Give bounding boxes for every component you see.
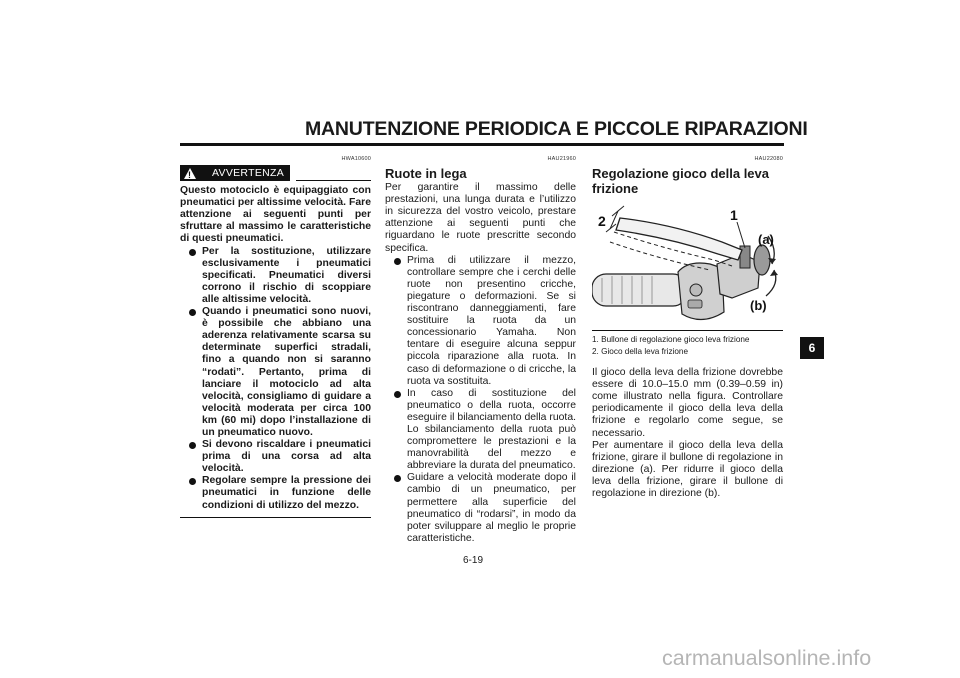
watermark: carmanualsonline.info (662, 646, 872, 670)
warning-bottom-rule (180, 517, 371, 518)
warning-code: HWA10600 (341, 156, 371, 162)
page-number: 6-19 (463, 555, 484, 566)
wheels-column (385, 153, 576, 545)
warning-list (180, 246, 371, 512)
figure-label-b: (b) (750, 298, 767, 314)
wheels-item: In caso di sostituzione del pneumatico o della ruota, occorre eseguire il bilanciamento della ruota. Lo sbilanciamento della ruota può compromettere le prestazioni e la manovrabilità del mezzo e abbreviare la durata del pneumatico. (393, 388, 576, 473)
bullet-icon (394, 475, 401, 482)
bullet-icon (189, 249, 196, 256)
warning-item: Per la sostituzione, utilizzare esclusivamente i pneumatici specificati. Pneumatici diversi corrono il rischio di scoppiare alle altissime velocità. (188, 246, 371, 306)
warning-item: Si devono riscaldare i pneumatici prima di una corsa ad alta velocità. (188, 439, 371, 475)
warning-header (180, 165, 371, 181)
wheels-code: HAU21960 (547, 156, 576, 162)
chapter-tab: 6 (800, 337, 824, 359)
wheels-heading: Ruote in lega (385, 166, 467, 182)
warning-top-rule (296, 180, 371, 181)
clutch-paragraph-1: Il gioco della leva della frizione dovrebbe essere di 10.0–15.0 mm (0.39–0.59 in) come illustrato nella figura. Controllare periodicamente il gioco della leva della frizione e regolarlo come segue, se necessario. (592, 367, 783, 439)
warning-item: Regolare sempre la pressione dei pneumatici in funzione delle condizioni di utilizzo del mezzo. (188, 475, 371, 511)
figure-captions (592, 334, 783, 357)
clutch-lever-illustration (592, 202, 783, 326)
wheels-item: Prima di utilizzare il mezzo, controllare sempre che i cerchi delle ruote non presentino cricche, piegature o deformazioni. Se si riscontrano danneggiamenti, fare sostituire la ruota da un concessionario Yamaha. Non tentare di eseguire alcuna seppur piccola riparazione alla ruota. In caso di deformazione o di cricche, la ruota va sostituita. (393, 255, 576, 388)
bullet-icon (189, 442, 196, 449)
figure-label-1: 1 (730, 207, 738, 224)
wheels-intro: Per garantire il massimo delle prestazioni, una lunga durata e l’utilizzo in sicurezza del vostro veicolo, prestare attenzione ai seguenti punti che riguardano le ruote prescritte secondo specifica. (385, 182, 576, 254)
clutch-heading: Regolazione gioco della leva frizione (592, 166, 769, 197)
warning-badge-label: AVVERTENZA (212, 167, 285, 180)
clutch-paragraph-2: Per aumentare il gioco della leva della frizione, girare il bullone di regolazione in direzione (a). Per ridurre il gioco della leva della frizione, girare il bullone di regolazione in direzione (b). (592, 439, 783, 500)
adjuster-knob (754, 245, 770, 275)
bullet-icon (189, 309, 196, 316)
warning-badge (180, 165, 290, 181)
figure-label-2: 2 (598, 213, 606, 230)
bullet-icon (394, 258, 401, 265)
wheels-item: Guidare a velocità moderate dopo il cambio di un pneumatico, per permettere alla superficie del pneumatico di “rodarsi”, in modo da poter sviluppare al meglio le proprie caratteristiche. (393, 472, 576, 545)
handlebar-grip (592, 274, 687, 306)
clutch-code: HAU22080 (754, 156, 783, 162)
caption-item: 1. Bullone di regolazione gioco leva frizione (592, 335, 750, 345)
warning-column (180, 153, 371, 518)
figure-rule (592, 330, 783, 331)
page-title: MANUTENZIONE PERIODICA E PICCOLE RIPARAZIONI (305, 118, 808, 140)
wheels-list (385, 255, 576, 545)
clutch-column (592, 153, 783, 500)
warning-item: Quando i pneumatici sono nuovi, è possibile che abbiano una aderenza relativamente scarsa su determinate superfici stradali, fino a quando non si saranno “rodati”. Pertanto, prima di lanciare il motociclo ad alta velocità, consigliamo di guidare a velocità moderata per circa 100 km (60 mi) dopo l’installazione di un pneumatico nuovo. (188, 306, 371, 439)
warning-intro: Questo motociclo è equipaggiato con pneumatici per altissime velocità. Fare attenzione ai seguenti punti per sfruttare al massimo le caratteristiche di questi pneumatici. (180, 185, 371, 245)
bullet-icon (394, 391, 401, 398)
warning-body (180, 185, 371, 512)
caption-item: 2. Gioco della leva frizione (592, 346, 689, 356)
bullet-icon (189, 478, 196, 485)
warning-triangle-icon: ! (184, 168, 196, 179)
title-rule (180, 143, 784, 146)
figure-label-a: (a) (758, 232, 774, 248)
